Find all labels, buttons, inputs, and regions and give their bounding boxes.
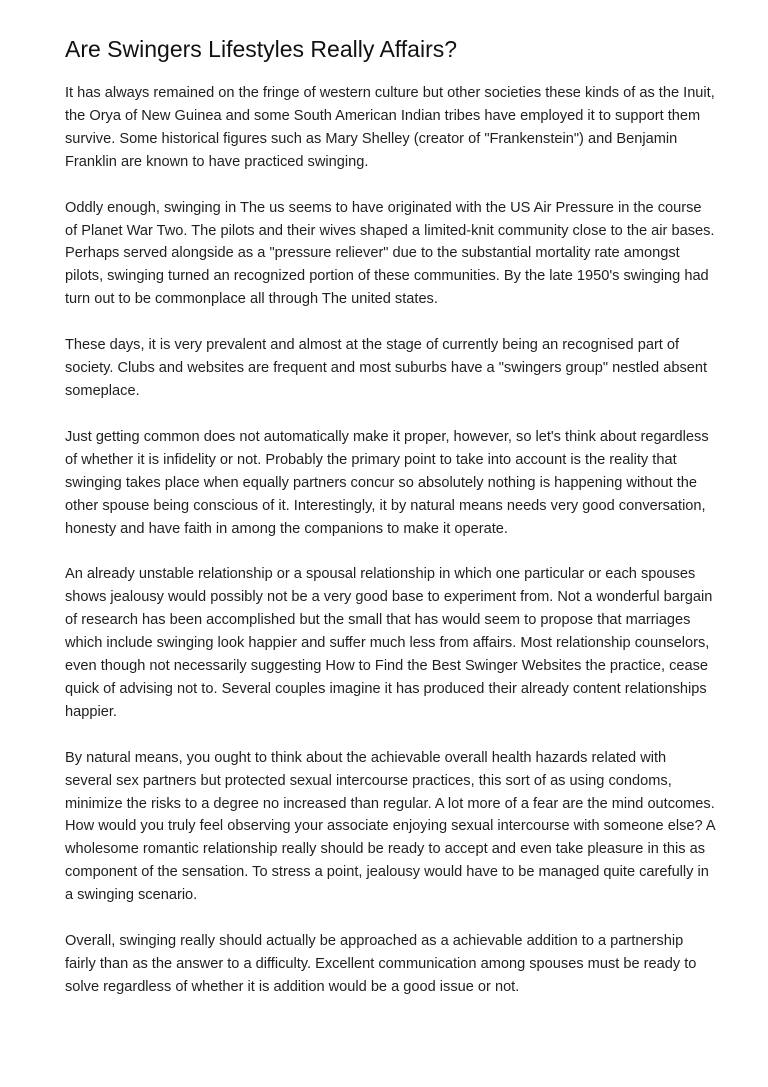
page-title: Are Swingers Lifestyles Really Affairs? <box>65 36 458 62</box>
paragraph-history: It has always remained on the fringe of western culture but other societies these kinds of as the Inuit, the Orya of New Guinea and some South American Indian tribes have employed it to support them survive. Some historical figures such as Mary Shelley (creator of "Frankenstein") and Benjamin Franklin are known to have practiced swinging. <box>65 85 715 170</box>
paragraph-infidelity: Just getting common does not automatically make it proper, however, so let's think about regardless of whether it is infidelity or not. Probably the primary point to take into account is the reality that swinging takes place when equally partners concur so absolutely nothing is happening without the other spouse being conscious of it. Interestingly, it by natural means needs very good conversation, honesty and have faith in among the companions to make it operate. <box>65 428 709 537</box>
document-page <box>65 34 715 1022</box>
paragraph-health: By natural means, you ought to think about the achievable overall health hazards related with several sex partners but protected sexual intercourse practices, this sort of as using condoms, minimize the risks to a degree no increased than regular. A lot more of a fear are the mind outcomes. How would you truly feel observing your associate enjoying sexual intercourse with someone else? A wholesome romantic relationship really should be ready to accept and even take pleasure in this as component of the sensation. To stress a point, jealousy would have to be managed quite carefully in a swinging scenario. <box>65 749 715 904</box>
paragraph-relationships: An already unstable relationship or a spousal relationship in which one particular or each spouses shows jealousy would possibly not be a very good base to experiment from. Not a wonderful bargain of research has been accomplished but the small that has would seem to propose that marriages which include swinging look happier and suffer much less from affairs. Most relationship counselors, even though not necessarily suggesting How to Find the Best Swinger Websites the practice, cease quick of advising not to. Several couples imagine it has produced their already content relationships happier. <box>65 566 713 720</box>
paragraph-prevalence: These days, it is very prevalent and almost at the stage of currently being an recognised part of society. Clubs and websites are frequent and most suburbs have a "swingers group" nestled absent someplace. <box>65 337 708 399</box>
paragraph-origin: Oddly enough, swinging in The us seems to have originated with the US Air Pressure in the course of Planet War Two. The pilots and their wives shaped a limited-knit community close to the air bases. Perhaps served alongside as a "pressure reliever" due to the substantial mortality rate amongst pilots, swinging turned an recognized portion of these communities. By the late 1950's swinging had turn out to be commonplace all through The united states. <box>65 199 715 308</box>
paragraph-conclusion: Overall, swinging really should actually be approached as a achievable addition to a partnership fairly than as the answer to a difficulty. Excellent communication among spouses must be ready to solve regardless of whether it is addition would be a good issue or not. <box>65 933 697 995</box>
